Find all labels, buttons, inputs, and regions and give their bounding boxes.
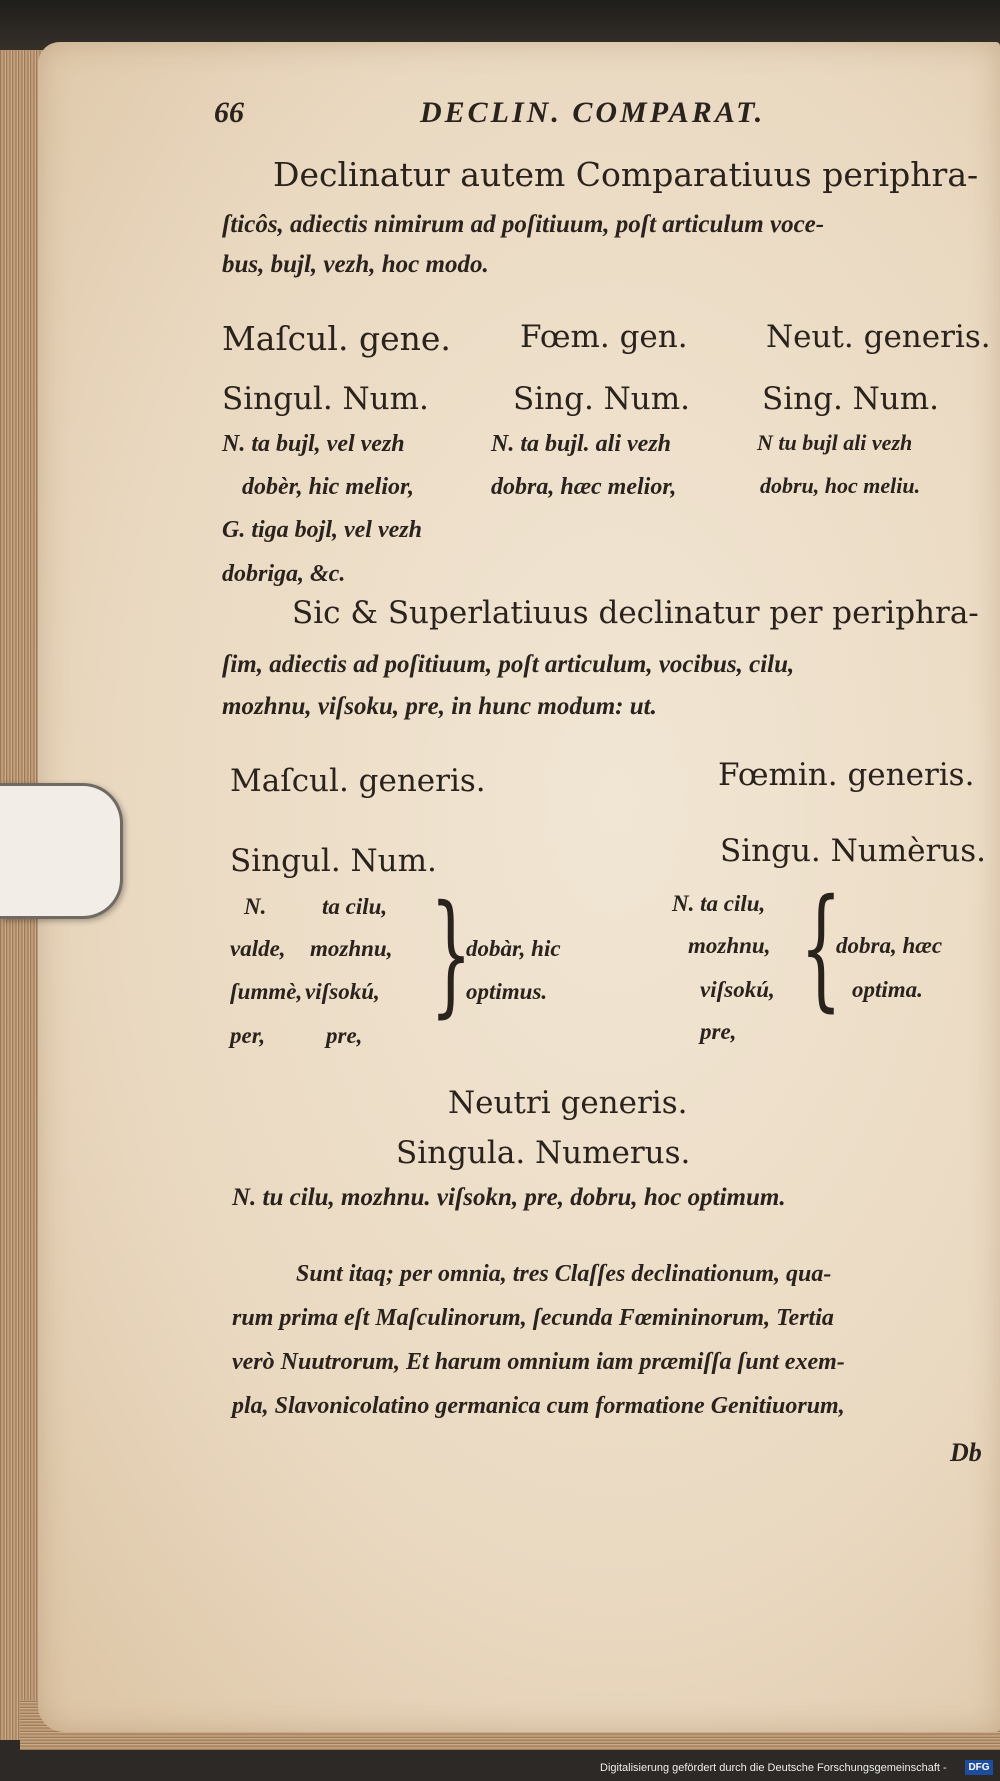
neutri-sub: Singula. Numerus. [396, 1135, 691, 1171]
t1-row3: G. tiga bojl, vel vezh [222, 517, 422, 543]
t2-header-masc: Maſcul. generis. [230, 763, 486, 799]
t2-fem-right-2: optima. [852, 977, 923, 1002]
t2-header-fem: Fœmin. generis. [718, 757, 975, 793]
t2-fem-row3: viſsokú, [700, 977, 775, 1002]
closing-line-1: Sunt itaq; per omnia, tres Claſſes declinationum, qua- [296, 1261, 832, 1287]
super-line-3: mozhnu, viſsoku, pre, in hunc modum: ut. [222, 693, 657, 720]
t2-fem-row2: mozhnu, [688, 933, 771, 958]
catchword: Db [950, 1438, 982, 1467]
t1-sub-masc: Singul. Num. [222, 381, 429, 417]
t2-masc-right-2: optimus. [466, 979, 548, 1004]
t1-sub-fem: Sing. Num. [513, 381, 691, 417]
t2-masc-row4-a: per, [230, 1023, 266, 1048]
t2-fem-row4: pre, [700, 1019, 737, 1044]
book-page [38, 42, 1000, 1732]
t1-row4: dobriga, &c. [222, 561, 346, 587]
intro-line-1: Declinatur autem Comparatiuus periphra- [273, 155, 979, 194]
t2-masc-right-1: dobàr, hic [466, 936, 561, 961]
page-number: 66 [214, 96, 244, 129]
page-clip-tab [0, 783, 123, 919]
neutri-header: Neutri generis. [448, 1085, 688, 1121]
closing-line-4: pla, Slavonicolatino germanica cum formatione Genitiuorum, [232, 1393, 845, 1419]
t2-masc-row1-a: N. [244, 894, 267, 919]
super-line-2: ſim, adiectis ad poſitiuum, poſt articulum, vocibus, cilu, [222, 651, 795, 678]
t2-masc-row3-b: viſsokú, [305, 979, 380, 1004]
dfg-logo: DFG [965, 1760, 993, 1775]
t1-row2-fem: dobra, hæc melior, [491, 474, 677, 500]
t1-row2-neut: dobru, hoc meliu. [760, 473, 921, 498]
t1-row2-masc: dobèr, hic melior, [242, 474, 415, 500]
closing-line-3: verò Nuutrorum, Et harum omnium iam præmiſſa ſunt exem- [232, 1349, 845, 1375]
masc-brace: } [430, 877, 472, 1031]
t1-header-neut: Neut. generis. [766, 319, 991, 355]
neutri-row: N. tu cilu, mozhnu. viſsokn, pre, dobru, hoc optimum. [232, 1184, 786, 1211]
t2-masc-row2-a: valde, [230, 936, 286, 961]
t1-header-fem: Fœm. gen. [520, 319, 688, 355]
super-line-1: Sic & Superlatiuus declinatur per periphra- [292, 595, 979, 631]
t2-sub-fem: Singu. Numèrus. [720, 833, 987, 869]
running-title: DECLIN. COMPARAT. [420, 96, 766, 129]
intro-line-2: ſticôs, adiectis nimirum ad poſitiuum, poſt articulum voce- [222, 211, 825, 238]
t2-fem-row1: N. ta cilu, [672, 891, 766, 916]
t1-row1-masc: N. ta bujl, vel vezh [222, 431, 405, 457]
t1-row1-fem: N. ta bujl. ali vezh [491, 431, 672, 457]
t1-row1-neut: N tu bujl ali vezh [757, 430, 913, 455]
closing-line-2: rum prima eſt Maſculinorum, ſecunda Fœmininorum, Tertia [232, 1305, 834, 1331]
t2-masc-row3-a: ſummè, [230, 979, 303, 1004]
t1-header-masc: Maſcul. gene. [222, 319, 451, 358]
t1-sub-neut: Sing. Num. [762, 381, 940, 417]
t2-masc-row2-b: mozhnu, [310, 936, 393, 961]
t2-fem-right-1: dobra, hæc [836, 933, 943, 958]
t2-masc-row1-b: ta cilu, [322, 894, 388, 919]
t2-sub-masc: Singul. Num. [230, 843, 437, 879]
fem-brace: { [800, 871, 842, 1025]
t2-masc-row4-b: pre, [326, 1023, 363, 1048]
intro-line-3: bus, bujl, vezh, hoc modo. [222, 251, 489, 278]
footer-credit: Digitalisierung gefördert durch die Deutsche Forschungsgemeinschaft - [600, 1762, 947, 1774]
